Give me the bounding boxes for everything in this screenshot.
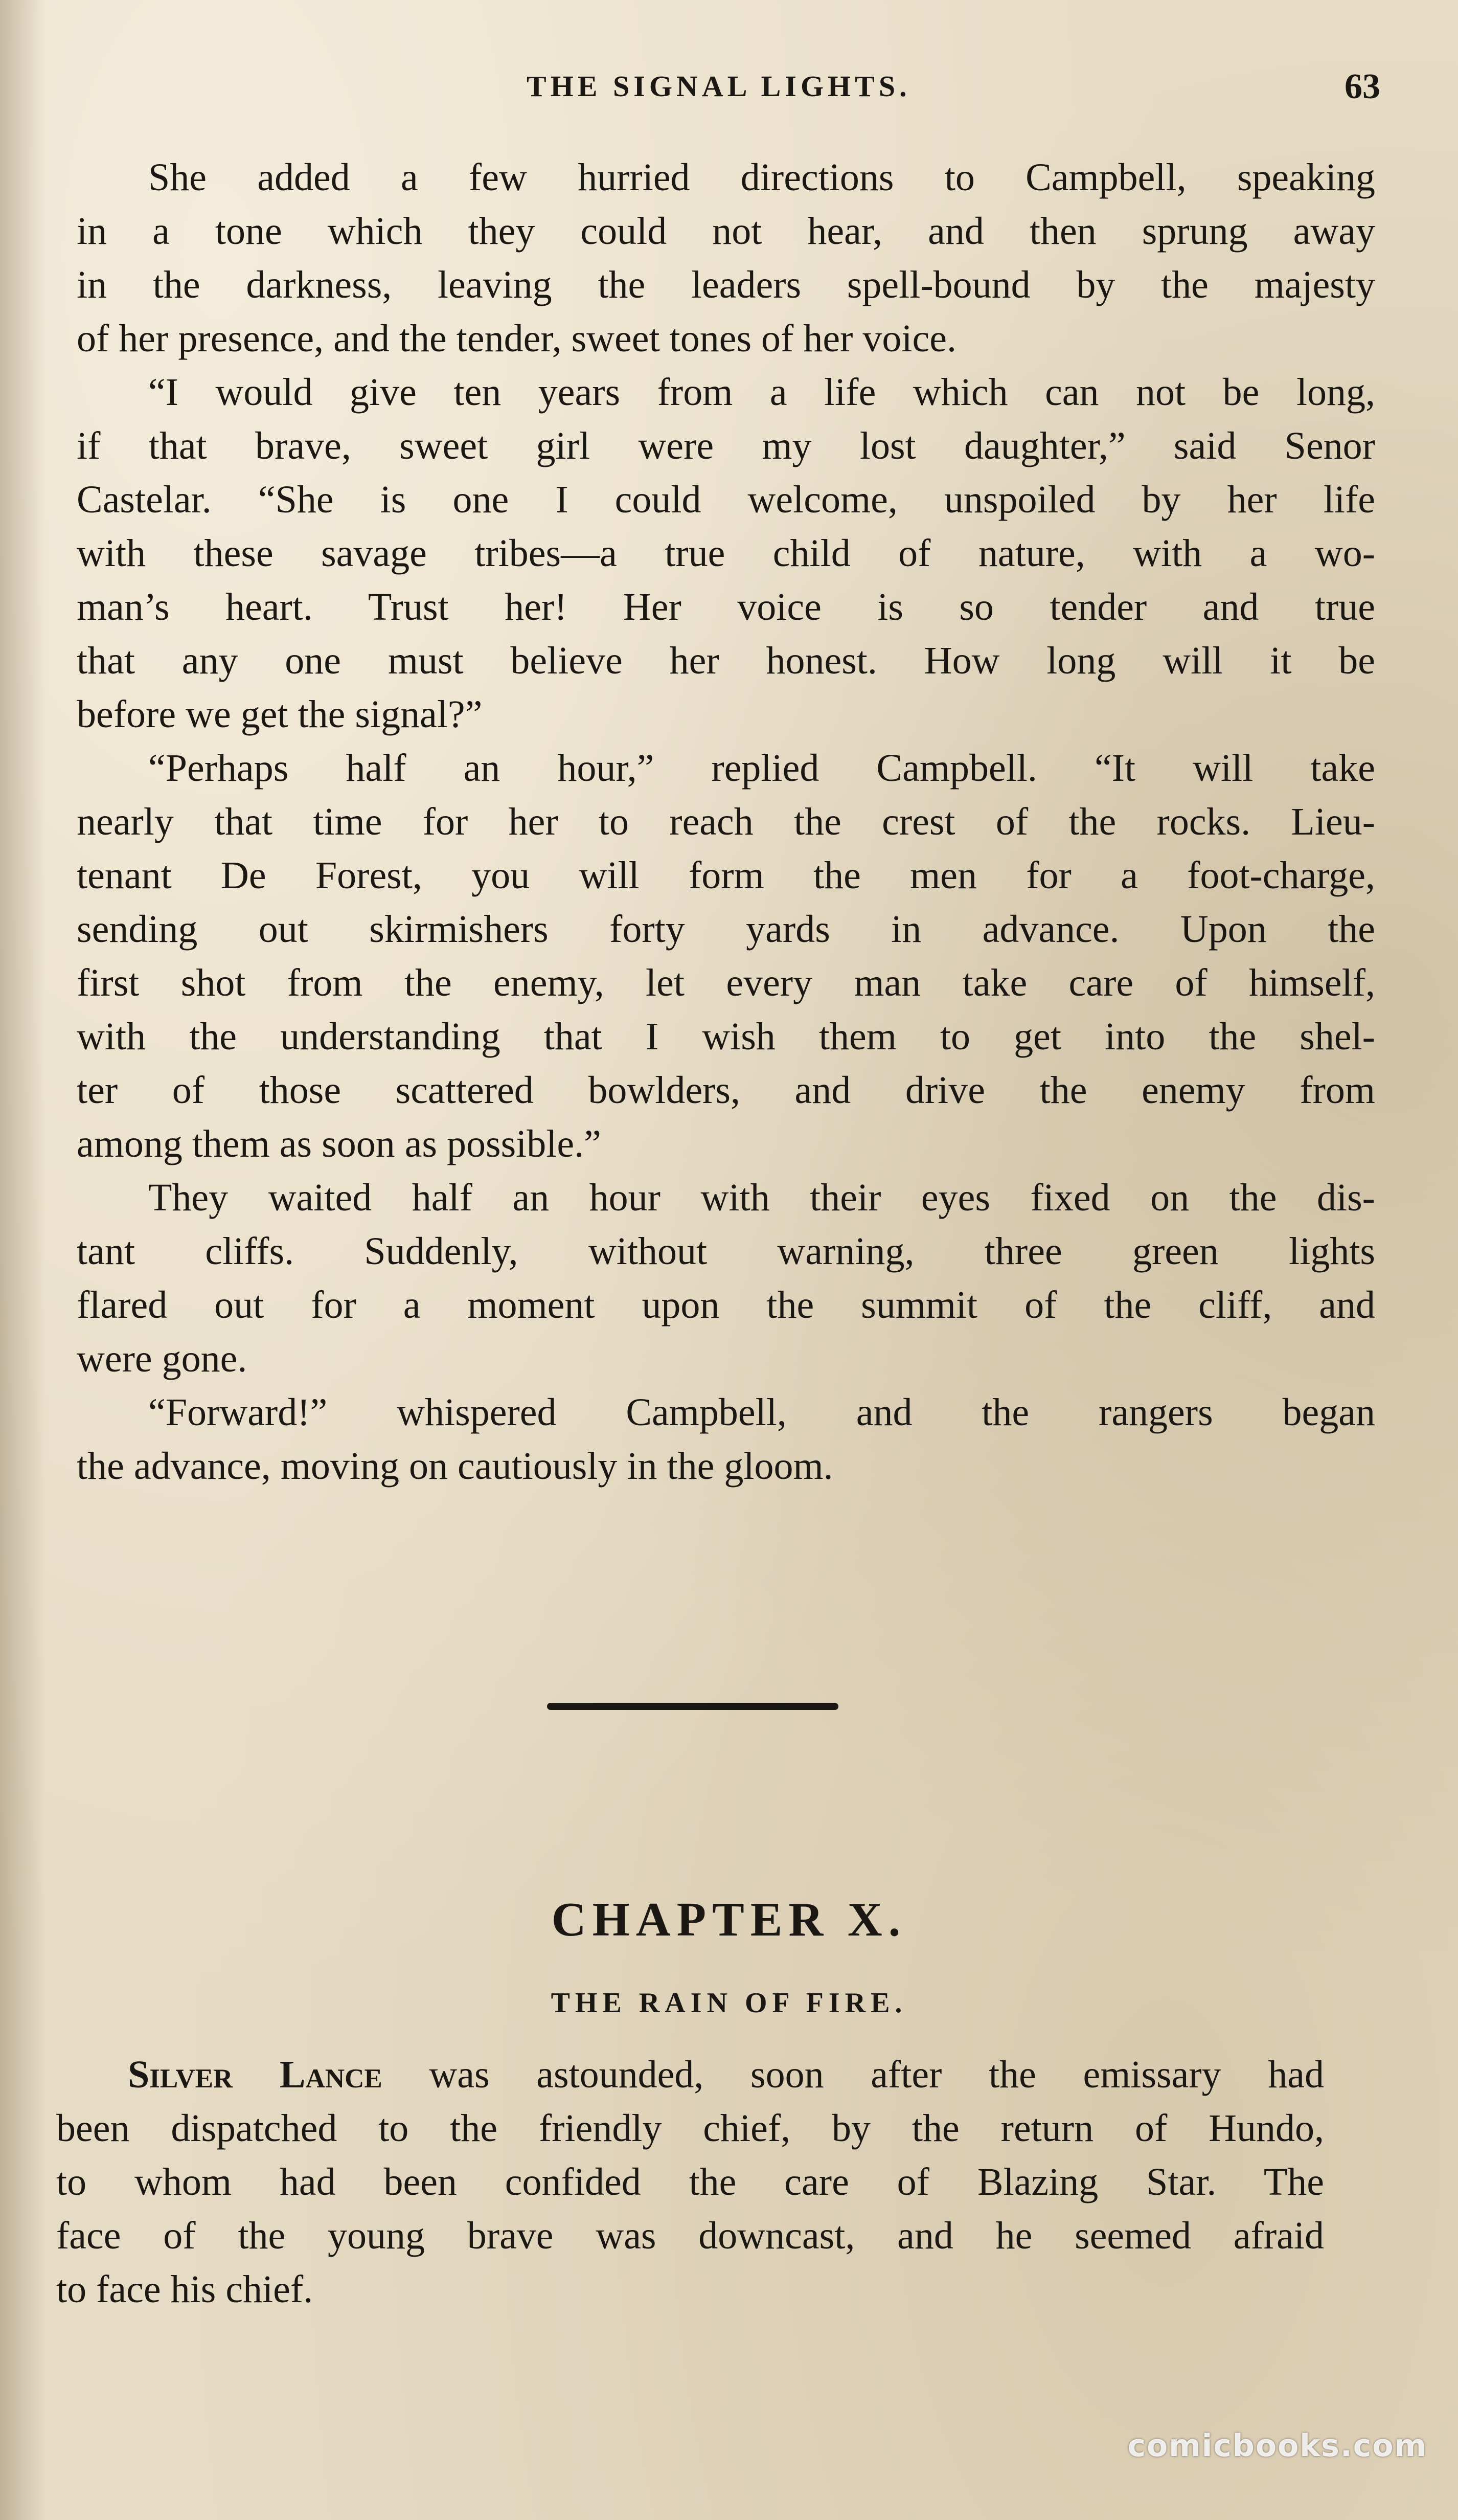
text-line: first shot from the enemy, let every man take care of himself,: [77, 961, 1375, 1004]
text-line: with these savage tribes—a true child of nature, with a wo-: [77, 532, 1375, 575]
text-line: to whom had been confided the care of Blazing Star. The: [56, 2161, 1324, 2203]
text-line: in the darkness, leaving the leaders spell-bound by the majesty: [77, 263, 1375, 306]
chapter-title: THE RAIN OF FIRE.: [551, 1987, 907, 2019]
page-gutter-shadow: [0, 0, 46, 2520]
text-line: in a tone which they could not hear, and then sprung away: [77, 210, 1375, 253]
first-line-rest: was astounded, soon after the emissary had: [382, 2053, 1324, 2096]
text-line: among them as soon as possible.”: [77, 1122, 601, 1165]
text-line: nearly that time for her to reach the crest of the rocks. Lieu-: [77, 800, 1375, 843]
text-line: man’s heart. Trust her! Her voice is so tender and true: [77, 586, 1375, 628]
text-line: the advance, moving on cautiously in the gloom.: [77, 1445, 833, 1488]
text-line: of her presence, and the tender, sweet tones of her voice.: [77, 317, 956, 360]
running-head: THE SIGNAL LIGHTS.: [527, 70, 911, 103]
text-line: Castelar. “She is one I could welcome, unspoiled by her life: [77, 478, 1375, 521]
section-divider-rule: [547, 1703, 838, 1710]
opening-smallcaps: Silver Lance: [128, 2053, 382, 2096]
page-header: [77, 66, 1380, 128]
text-line: sending out skirmishers forty yards in advance. Upon the: [77, 908, 1375, 951]
text-line: been dispatched to the friendly chief, by the return of Hundo,: [56, 2107, 1324, 2150]
body-text: [77, 151, 1375, 1493]
text-line: [56, 2048, 1324, 2102]
watermark: comicbooks.com: [1127, 2428, 1427, 2464]
text-line: “Perhaps half an hour,” replied Campbell. “It will take: [148, 747, 1375, 790]
text-line: before we get the signal?”: [77, 693, 483, 736]
text-line: with the understanding that I wish them to get into the shel-: [77, 1015, 1375, 1058]
text-line: face of the young brave was downcast, and he seemed afraid: [56, 2214, 1324, 2257]
text-line: “I would give ten years from a life which can not be long,: [148, 371, 1375, 414]
text-line: were gone.: [77, 1337, 247, 1380]
text-line: ter of those scattered bowlders, and drive the enemy from: [77, 1069, 1375, 1112]
chapter-text: [56, 2048, 1324, 2316]
text-line: tant cliffs. Suddenly, without warning, three green lights: [77, 1230, 1375, 1273]
page-number: 63: [1345, 67, 1380, 106]
chapter-heading: CHAPTER X.: [551, 1893, 907, 1946]
text-line: They waited half an hour with their eyes fixed on the dis-: [148, 1176, 1375, 1219]
text-line: “Forward!” whispered Campbell, and the rangers began: [148, 1391, 1375, 1434]
text-line: to face his chief.: [56, 2268, 313, 2311]
text-line: that any one must believe her honest. How long will it be: [77, 639, 1375, 682]
text-line: tenant De Forest, you will form the men for a foot-charge,: [77, 854, 1375, 897]
text-line: flared out for a moment upon the summit of the cliff, and: [77, 1284, 1375, 1326]
text-line: if that brave, sweet girl were my lost daughter,” said Senor: [77, 424, 1375, 467]
text-line: She added a few hurried directions to Campbell, speaking: [148, 156, 1375, 199]
